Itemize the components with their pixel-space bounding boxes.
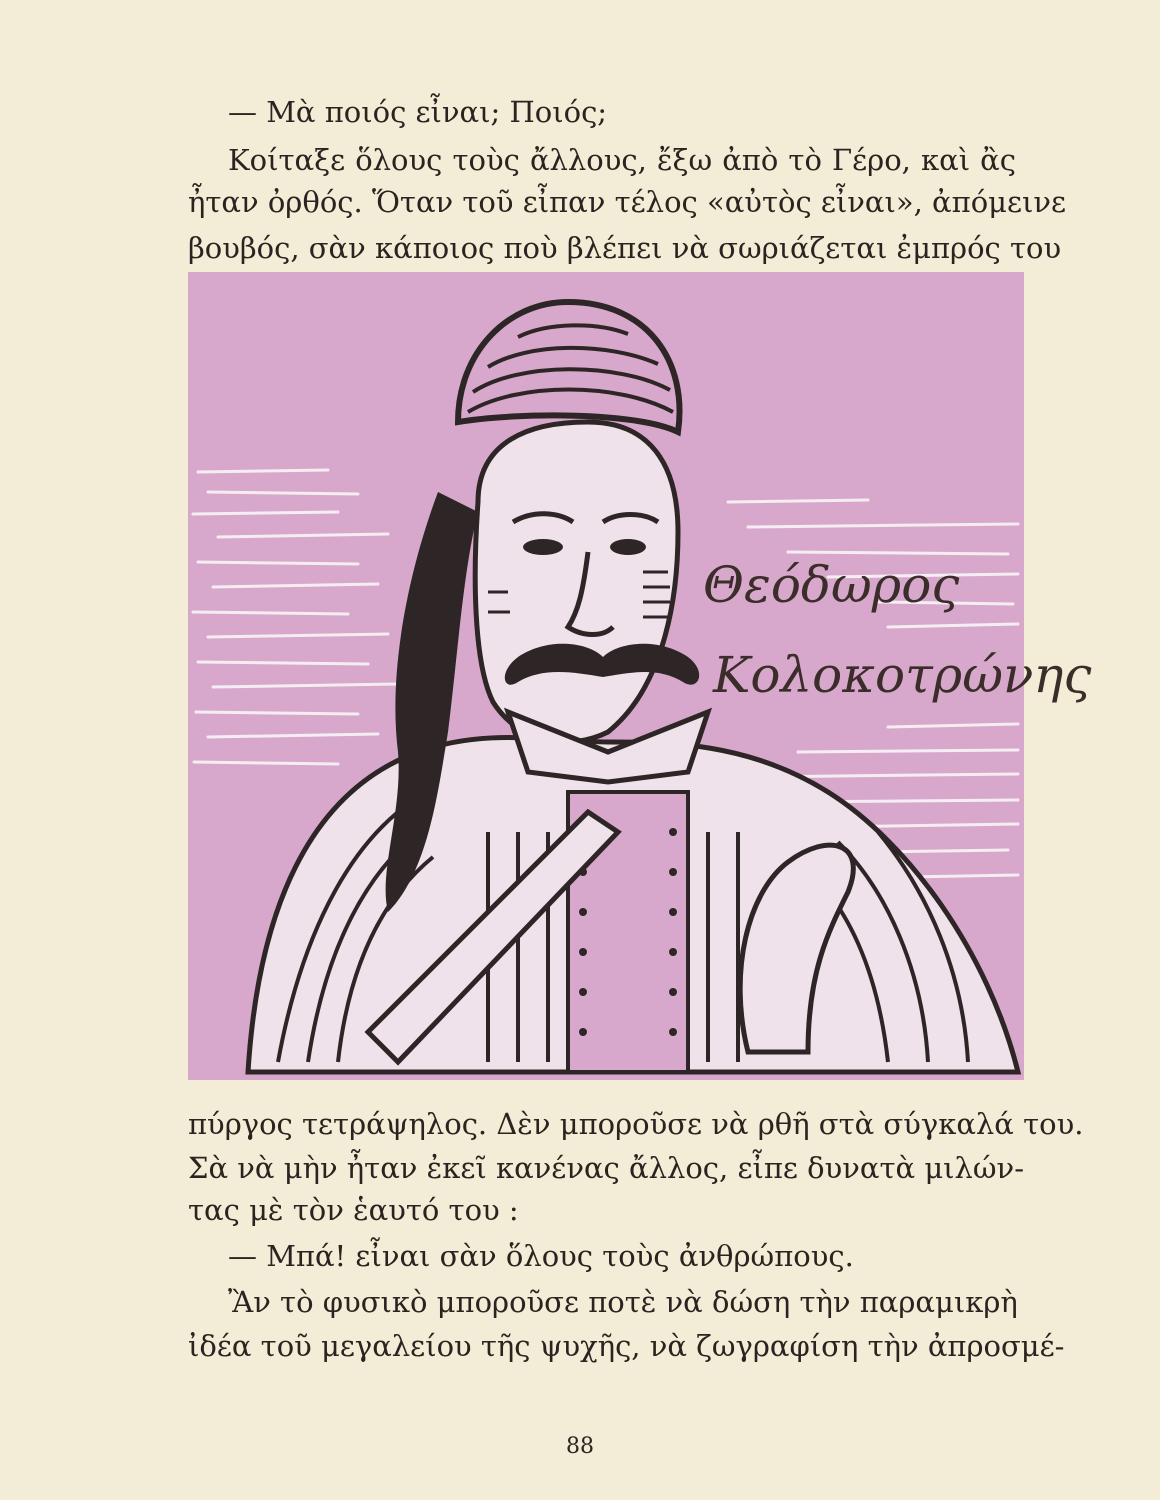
text-line-4: βουβός, σὰν κάποιος ποὺ βλέπει νὰ σωριάζεται ἐμπρός του [188, 231, 1062, 265]
text-line-3: ἦταν ὀρθός. Ὅταν τοῦ εἶπαν τέλος «αὐτὸς εἶναι», ἀπόμεινε [188, 185, 1067, 219]
text-line-9: Ἂν τὸ φυσικὸ μποροῦσε ποτὲ νὰ δώση τὴν παραμικρὴ [228, 1285, 1018, 1319]
text-line-7: τας μὲ τὸν ἑαυτό του : [188, 1193, 519, 1227]
page-number: 88 [566, 1434, 594, 1459]
portrait-woodcut-illustration [188, 272, 1092, 1080]
signature-first-name: Θεόδωρος [703, 556, 960, 614]
text-line-1: — Μὰ ποιός εἶναι; Ποιός; [228, 95, 608, 129]
text-line-10: ἰδέα τοῦ μεγαλείου τῆς ψυχῆς, νὰ ζωγραφίση τὴν ἀπροσμέ- [188, 1329, 1065, 1363]
text-line-2: Κοίταξε ὅλους τοὺς ἄλλους, ἔξω ἀπὸ τὸ Γέρο, καὶ ἂς [228, 143, 1016, 177]
text-line-6: Σὰ νὰ μὴν ἦταν ἐκεῖ κανένας ἄλλος, εἶπε δυνατὰ μιλών- [188, 1151, 1024, 1185]
signature-last-name: Κολοκοτρώνης [713, 646, 1092, 704]
text-line-8: — Μπά! εἶναι σὰν ὅλους τοὺς ἀνθρώπους. [228, 1239, 854, 1273]
text-line-5: πύργος τετράψηλος. Δὲν μποροῦσε νὰ ρθῆ στὰ σύγκαλά του. [188, 1107, 1084, 1141]
